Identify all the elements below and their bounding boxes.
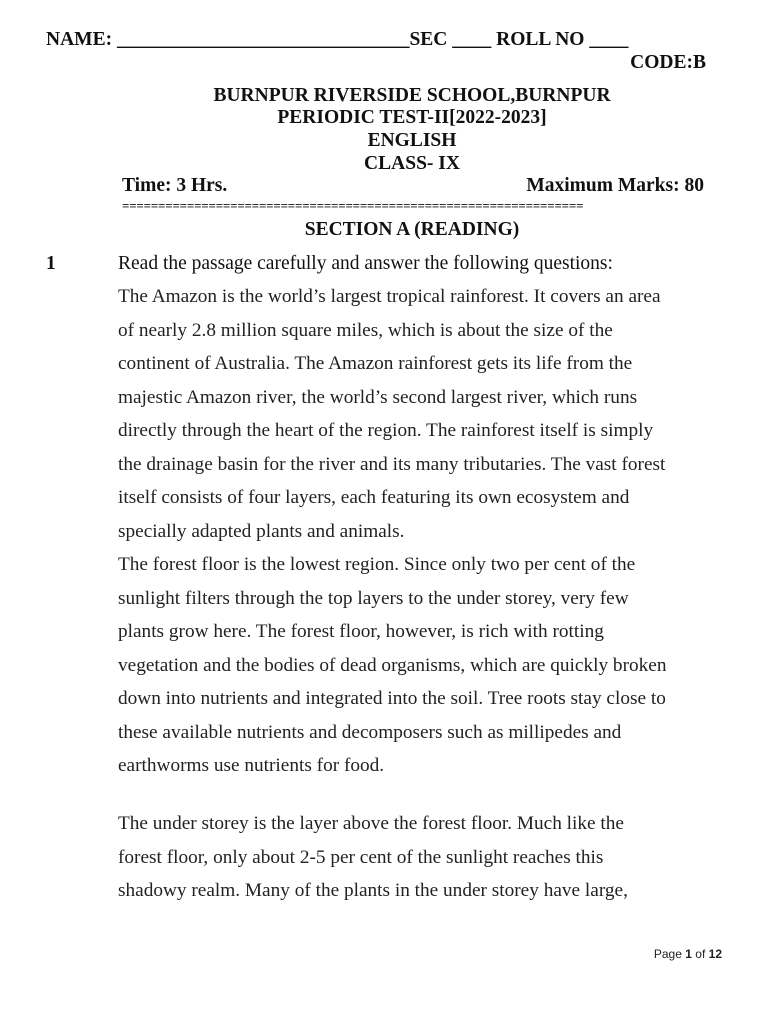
- passage-line: The Amazon is the world’s largest tropical rainforest. It covers an area: [118, 286, 661, 307]
- page-current: 1: [685, 947, 692, 961]
- passage-line: The forest floor is the lowest region. Since only two per cent of the: [118, 554, 636, 575]
- passage-line: specially adapted plants and animals.: [118, 520, 405, 542]
- passage-line: itself consists of four layers, each featuring its own ecosystem and: [118, 487, 630, 508]
- passage-line: directly through the heart of the region. The rainforest itself is simply: [118, 420, 654, 441]
- passage-paragraph-1: [118, 280, 718, 548]
- name-sec-roll-line: NAME: ______________________________SEC ____ ROLL NO ____: [46, 29, 629, 50]
- passage-line: vegetation and the bodies of dead organisms, which are quickly broken: [118, 654, 667, 676]
- time-allowed: Time: 3 Hrs.: [122, 175, 228, 196]
- passage-paragraph-3: [118, 807, 718, 908]
- passage-line: continent of Australia. The Amazon rainforest gets its life from the: [118, 353, 633, 374]
- test-name: PERIODIC TEST-II[2022-2023]: [277, 107, 547, 128]
- passage-line: of nearly 2.8 million square miles, which is about the size of the: [118, 319, 613, 341]
- passage-paragraph-2: [118, 548, 718, 783]
- passage-line: The under storey is the layer above the forest floor. Much like the: [118, 813, 624, 834]
- of-word: of: [695, 947, 706, 961]
- passage-line: earthworms use nutrients for food.: [118, 755, 385, 776]
- page-number: [654, 947, 722, 961]
- section-title: SECTION A (READING): [304, 219, 520, 240]
- school-name: BURNPUR RIVERSIDE SCHOOL,BURNPUR: [213, 85, 611, 106]
- question-number: 1: [46, 253, 56, 274]
- page-word: Page: [653, 947, 682, 961]
- divider-line: ================================================================: [122, 200, 584, 212]
- passage-line: forest floor, only about 2-5 per cent of the sunlight reaches this: [118, 846, 604, 868]
- paper-code: CODE:B: [630, 52, 706, 73]
- page-total: 12: [708, 947, 722, 961]
- subject-name: ENGLISH: [367, 130, 457, 151]
- passage-line: the drainage basin for the river and its many tributaries. The vast forest: [118, 453, 666, 475]
- passage-line: down into nutrients and integrated into the soil. Tree roots stay close to: [118, 688, 666, 709]
- passage-line: sunlight filters through the top layers to the under storey, very few: [118, 587, 629, 609]
- maximum-marks: Maximum Marks: 80: [526, 175, 704, 196]
- passage-line: these available nutrients and decomposers such as millipedes and: [118, 721, 622, 743]
- passage-line: plants grow here. The forest floor, however, is rich with rotting: [118, 621, 604, 642]
- passage-line: majestic Amazon river, the world’s second largest river, which runs: [118, 386, 638, 408]
- passage-line: shadowy realm. Many of the plants in the under storey have large,: [118, 880, 628, 901]
- question-instruction: Read the passage carefully and answer the following questions:: [118, 253, 613, 274]
- class-name: CLASS- IX: [364, 153, 460, 174]
